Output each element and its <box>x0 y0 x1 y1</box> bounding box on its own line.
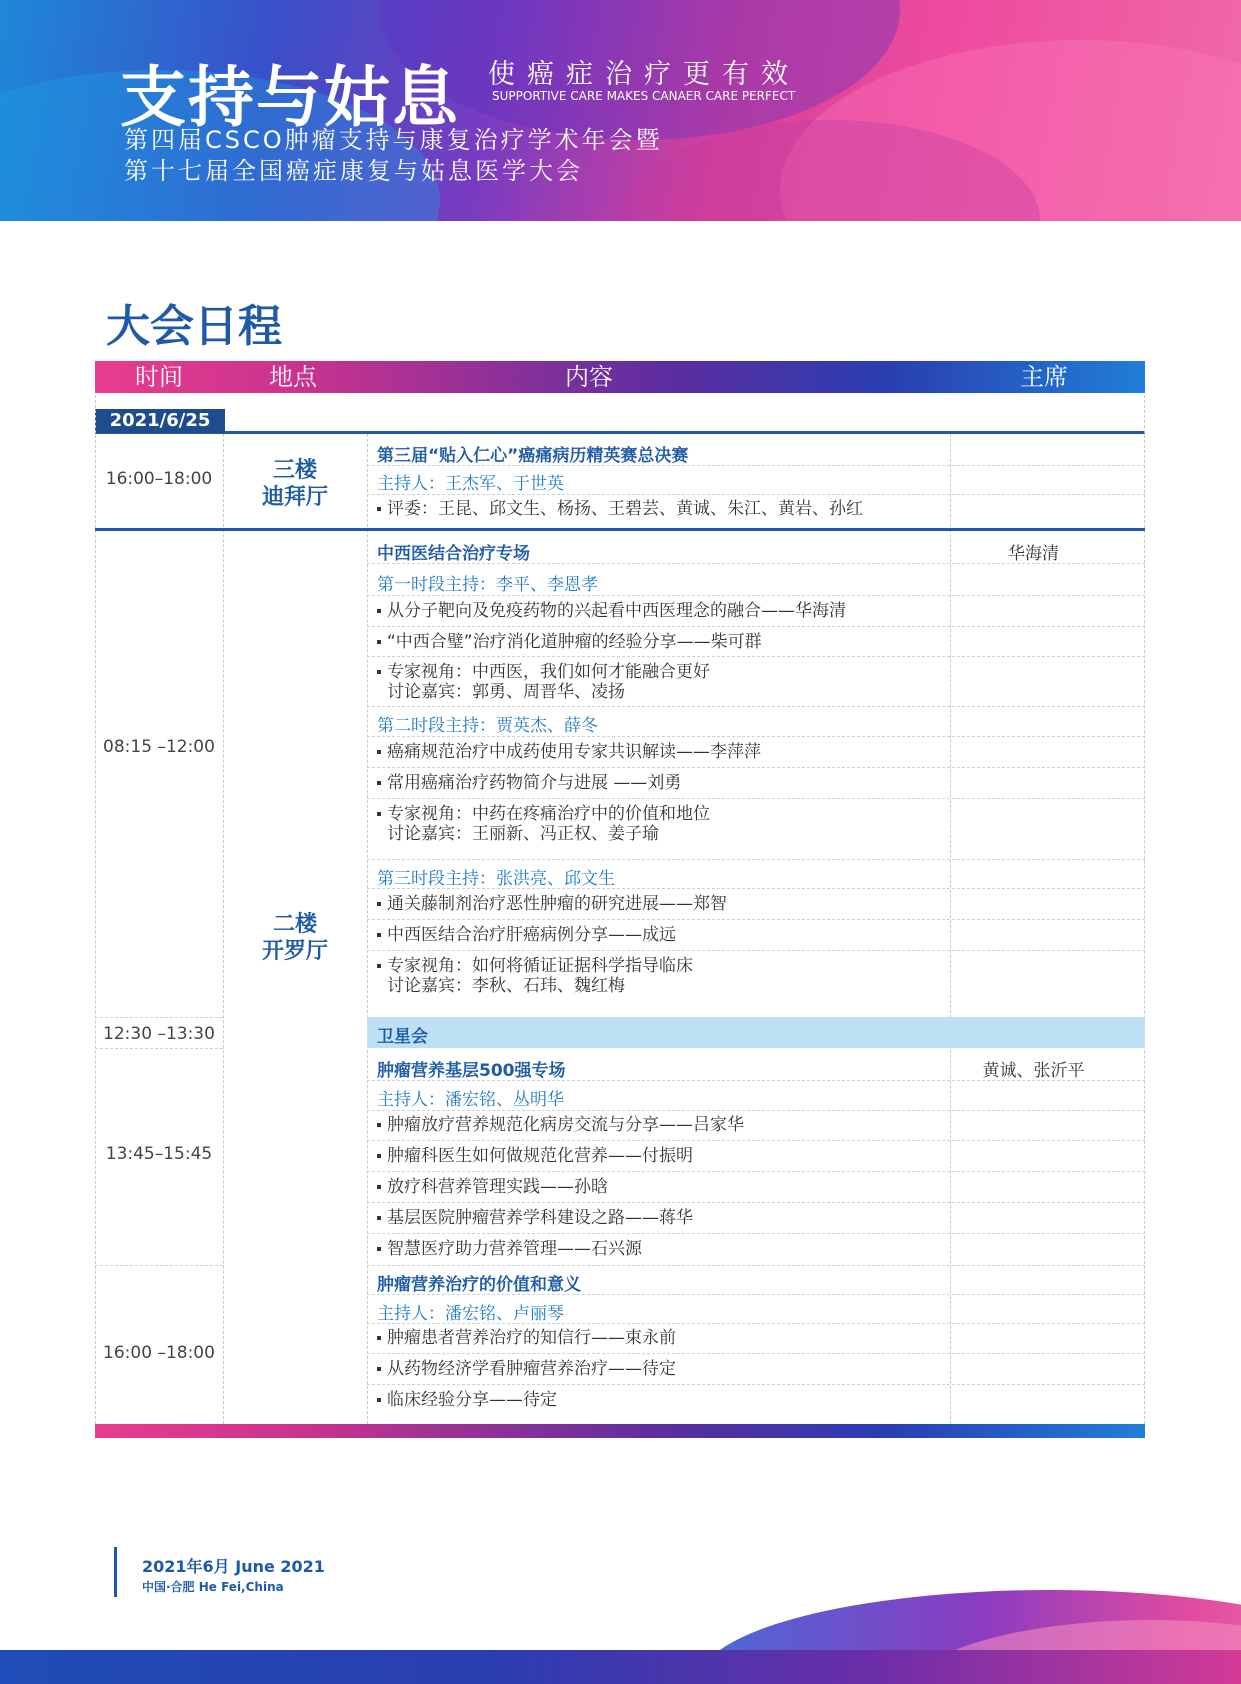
conference-name-line1: 第四届CSCO肿瘤支持与康复治疗学术年会暨 <box>124 126 663 154</box>
venue <box>223 457 367 511</box>
divider <box>367 1323 1145 1324</box>
list-item <box>377 742 761 762</box>
list-item-text: 中西医结合治疗肝癌病例分享——成远 <box>387 925 676 945</box>
footer-date: 2021年6月 June 2021 <box>142 1557 325 1576</box>
list-item <box>377 601 846 621</box>
time-slot: 16:00 –18:00 <box>103 1343 215 1363</box>
divider <box>95 528 1145 531</box>
divider <box>95 1048 223 1049</box>
divider <box>367 950 1145 951</box>
list-item <box>377 1146 693 1166</box>
list-item-text: 肿瘤患者营养治疗的知信行——束永前 <box>387 1328 676 1348</box>
session-title: 肿瘤营养基层500强专场 <box>377 1061 566 1081</box>
venue-floor: 二楼 <box>272 912 317 937</box>
list-item <box>377 956 693 996</box>
time-slot: 08:15 –12:00 <box>103 737 215 757</box>
divider <box>367 1140 1145 1141</box>
divider <box>367 1080 1145 1081</box>
list-item <box>377 662 710 702</box>
header-content: 内容 <box>565 363 613 391</box>
session-title: 肿瘤营养治疗的价值和意义 <box>377 1275 581 1295</box>
divider <box>367 656 1145 657</box>
list-item-text: 评委：王昆、邱文生、杨扬、王碧芸、黄诚、朱江、黄岩、孙红 <box>387 499 863 519</box>
divider <box>367 767 1145 768</box>
session-title: 第三届“贴入仁心”癌痛病历精英赛总决赛 <box>377 446 689 466</box>
divider <box>95 1017 223 1018</box>
list-item-text: 基层医院肿瘤营养学科建设之路——蒋华 <box>387 1208 693 1228</box>
list-item-text: “中西合璧”治疗消化道肿瘤的经验分享——柴可群 <box>387 632 762 652</box>
divider <box>367 1171 1145 1172</box>
list-item-text: 肿瘤放疗营养规范化病房交流与分享——吕家华 <box>387 1115 744 1135</box>
discussion-guests: 讨论嘉宾：王丽新、冯正权、姜子瑜 <box>387 824 659 844</box>
session-host: 主持人：王杰军、于世英 <box>377 474 564 494</box>
session-title: 中西医结合治疗专场 <box>377 544 530 564</box>
list-item <box>377 894 727 914</box>
list-item-text: 临床经验分享——待定 <box>387 1390 557 1410</box>
divider <box>367 1202 1145 1203</box>
session-host: 主持人：潘宏铭、卢丽琴 <box>377 1304 564 1324</box>
list-item-text: 从分子靶向及免疫药物的兴起看中西医理念的融合——华海清 <box>387 601 846 621</box>
conference-name-line2: 第十七届全国癌症康复与姑息医学大会 <box>124 157 583 185</box>
venue-floor: 三楼 <box>272 458 317 483</box>
venue <box>223 911 367 965</box>
list-item <box>377 804 710 844</box>
session-host: 第三时段主持：张洪亮、邱文生 <box>377 869 615 889</box>
list-item <box>377 773 681 793</box>
list-item-text: 放疗科营养管理实践——孙晗 <box>387 1177 608 1197</box>
divider <box>367 1384 1145 1385</box>
satellite-session-label: 卫星会 <box>377 1027 428 1047</box>
time-slot: 12:30 –13:30 <box>103 1024 215 1044</box>
list-item-text: 癌痛规范治疗中成药使用专家共识解读——李萍萍 <box>387 742 761 762</box>
divider <box>367 798 1145 799</box>
table-header <box>95 361 1145 393</box>
footer-location: 中国·合肥 He Fei,China <box>142 1580 284 1594</box>
session-chair: 华海清 <box>1008 544 1059 564</box>
list-item <box>377 1328 676 1348</box>
divider <box>367 919 1145 920</box>
divider <box>367 434 368 1424</box>
divider <box>367 1110 1145 1111</box>
list-item-text: 常用癌痛治疗药物简介与进展 ——刘勇 <box>387 773 682 793</box>
header-chair: 主席 <box>1020 363 1068 391</box>
list-item <box>377 1115 744 1135</box>
discussion-guests: 讨论嘉宾：郭勇、周晋华、凌扬 <box>387 682 625 702</box>
footer-wave-decoration <box>0 1590 1241 1684</box>
list-item <box>377 1390 557 1410</box>
divider <box>367 465 1145 466</box>
table-bottom-bar <box>95 1424 1145 1438</box>
divider <box>367 1294 1145 1295</box>
time-slot: 13:45–15:45 <box>105 1144 213 1164</box>
list-item-text: 专家视角：中药在疼痛治疗中的价值和地位 <box>387 804 710 824</box>
session-host: 第二时段主持：贾英杰、薛冬 <box>377 716 598 736</box>
session-host: 第一时段主持：李平、李恩孝 <box>377 575 598 595</box>
list-item <box>377 499 863 519</box>
list-item <box>377 925 676 945</box>
divider <box>95 395 96 1424</box>
session-host: 主持人：潘宏铭、丛明华 <box>377 1090 564 1110</box>
session-chair: 黄诚、张沂平 <box>982 1061 1085 1081</box>
time-slot: 16:00–18:00 <box>105 469 213 489</box>
page-title: 大会日程 <box>106 301 282 352</box>
list-item <box>377 1208 693 1228</box>
banner-slogan: 使癌症治疗更有效 <box>488 59 800 90</box>
list-item <box>377 632 762 652</box>
list-item-text: 专家视角：如何将循证证据科学指导临床 <box>387 956 693 976</box>
divider <box>95 1265 223 1266</box>
divider <box>367 1265 1145 1266</box>
footer-strip <box>0 1650 1241 1684</box>
header-time: 时间 <box>135 363 183 391</box>
divider <box>950 434 951 1424</box>
discussion-guests: 讨论嘉宾：李秋、石玮、魏红梅 <box>387 976 625 996</box>
banner-slogan-english: SUPPORTIVE CARE MAKES CANAER CARE PERFECT <box>492 89 796 103</box>
venue-hall: 开罗厅 <box>261 939 328 964</box>
list-item-text: 智慧医疗助力营养管理——石兴源 <box>387 1239 642 1259</box>
list-item <box>377 1359 676 1379</box>
date-tab: 2021/6/25 <box>95 409 225 433</box>
divider <box>367 595 1145 596</box>
banner-title: 支持与姑息 <box>120 59 460 136</box>
divider <box>367 736 1145 737</box>
divider <box>367 859 1145 860</box>
divider <box>367 626 1145 627</box>
list-item-text: 肿瘤科医生如何做规范化营养——付振明 <box>387 1146 693 1166</box>
satellite-session-band <box>367 1017 1145 1048</box>
list-item <box>377 1239 642 1259</box>
divider <box>367 888 1145 889</box>
divider <box>367 706 1145 707</box>
list-item <box>377 1177 608 1197</box>
venue-hall: 迪拜厅 <box>261 485 328 510</box>
list-item-text: 从药物经济学看肿瘤营养治疗——待定 <box>387 1359 676 1379</box>
divider <box>367 1353 1145 1354</box>
list-item-text: 通关藤制剂治疗恶性肿瘤的研究进展——郑智 <box>387 894 727 914</box>
divider <box>95 431 1145 434</box>
header-place: 地点 <box>269 363 317 391</box>
divider <box>367 1233 1145 1234</box>
divider <box>367 563 1145 564</box>
list-item-text: 专家视角：中西医，我们如何才能融合更好 <box>387 662 710 682</box>
divider <box>367 494 1145 495</box>
header-banner <box>0 0 1241 221</box>
